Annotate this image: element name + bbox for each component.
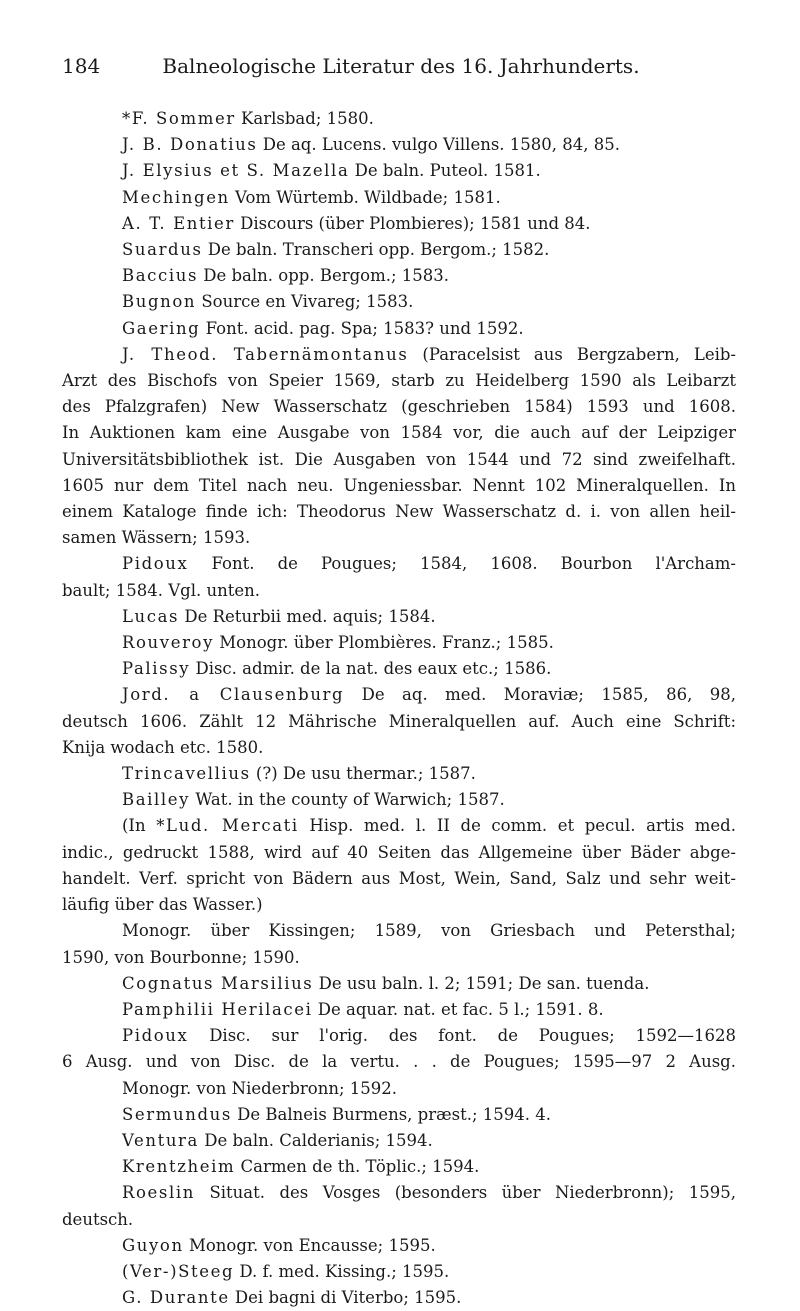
entry-text: Hisp. med. l. II de comm. et pecul. artis med.: [298, 816, 736, 836]
entry-text: De aq. Lucens. vulgo Villens. 1580, 84, 85.: [257, 135, 620, 155]
text-line: [62, 1207, 736, 1233]
author-name: *F. Sommer: [122, 109, 236, 128]
text-line: [62, 840, 736, 866]
text-line: [62, 1023, 736, 1049]
text-line: [62, 1285, 736, 1311]
text-line: [62, 1180, 736, 1206]
entry-text: indic., gedruckt 1588, wird auf 40 Seiten das Allgemeine über Bäder abge-: [62, 842, 736, 862]
entry-text: De baln. opp. Bergom.; 1583.: [198, 266, 450, 286]
text-line: [62, 866, 736, 892]
text-line: [62, 918, 736, 944]
entry-text: deutsch 1606. Zählt 12 Mährische Mineralquellen auf. Auch eine Schrift:: [62, 711, 736, 731]
bibliography-text: [62, 106, 736, 1311]
entry-text: (?) De usu thermar.; 1587.: [250, 764, 476, 784]
author-name: Sermundus: [122, 1104, 232, 1124]
text-line: [62, 997, 736, 1023]
text-line: [62, 132, 736, 158]
author-name: Pidoux: [122, 554, 189, 574]
entry-text: De aq. med. Moraviæ; 1585, 86, 98,: [344, 685, 736, 705]
author-name: Pamphilii Herilacei: [122, 999, 313, 1019]
text-line: [62, 525, 736, 551]
text-line: [62, 420, 736, 446]
text-line: [62, 945, 736, 971]
text-line: [62, 289, 736, 315]
author-name: Baccius: [122, 266, 199, 286]
entry-text: (In: [122, 816, 157, 836]
author-name: Bugnon: [122, 292, 197, 312]
author-name: Suardus: [122, 240, 203, 260]
page-number: 184: [62, 54, 101, 78]
entry-text: De baln. Calderianis; 1594.: [198, 1130, 433, 1150]
entry-text: Monogr. über Plombières. Franz.; 1585.: [214, 633, 554, 653]
entry-text: Universitätsbibliothek ist. Die Ausgaben von 1544 und 72 sind zweifelhaft.: [62, 449, 736, 469]
text-line: [62, 158, 736, 184]
entry-text: 1605 nur dem Titel nach neu. Ungeniessbar. Nennt 102 Mineralquellen. In: [62, 475, 736, 495]
entry-text: samen Wässern; 1593.: [62, 528, 251, 548]
author-name: Pidoux: [122, 1026, 189, 1046]
text-line: [62, 892, 736, 918]
text-line: [62, 499, 736, 525]
text-line: [62, 1128, 736, 1154]
entry-text: Disc. sur l'orig. des font. de Pougues; 1592—1628: [188, 1026, 736, 1046]
text-line: [62, 237, 736, 263]
text-line: [62, 1076, 736, 1102]
text-line: [62, 578, 736, 604]
text-line: [62, 971, 736, 997]
entry-text: deutsch.: [62, 1209, 134, 1229]
author-name: Cognatus Marsilius: [122, 973, 314, 993]
author-name: G. Durante: [122, 1288, 230, 1308]
entry-text: De baln. Puteol. 1581.: [349, 161, 541, 181]
author-name: J. Elysius et S. Mazella: [122, 161, 350, 181]
text-line: [62, 1154, 736, 1180]
entry-text: De aquar. nat. et fac. 5 l.; 1591. 8.: [312, 999, 604, 1019]
author-name: (Ver-)Steeg: [122, 1261, 235, 1281]
author-name: J. Theod. Tabernämontanus: [122, 344, 409, 364]
text-line: [62, 551, 736, 577]
entry-text: Font. acid. pag. Spa; 1583? und 1592.: [200, 318, 524, 338]
entry-text: De baln. Transcheri opp. Bergom.; 1582.: [202, 240, 550, 260]
entry-text: Source en Vivareg; 1583.: [196, 292, 414, 312]
entry-text: (Paracelsist aus Bergzabern, Leib-: [408, 344, 736, 364]
author-name: Jord. a Clausenburg: [122, 685, 345, 705]
author-name: Krentzheim: [122, 1157, 236, 1177]
text-line: [62, 263, 736, 289]
running-title: Balneologische Literatur des 16. Jahrhunderts.: [162, 54, 640, 78]
entry-text: In Auktionen kam eine Ausgabe von 1584 vor, die auch auf der Leipziger: [62, 423, 736, 443]
entry-text: Dei bagni di Viterbo; 1595.: [229, 1288, 462, 1308]
entry-text: Discours (über Plombieres); 1581 und 84.: [234, 213, 591, 233]
entry-text: Knija wodach etc. 1580.: [62, 737, 264, 757]
text-line: [62, 106, 736, 132]
entry-text: Monogr. von Niederbronn; 1592.: [122, 1078, 398, 1098]
entry-text: 6 Ausg. und von Disc. de la vertu. . . de Pougues; 1595—97 2 Ausg.: [62, 1052, 736, 1072]
entry-text: Wat. in the county of Warwich; 1587.: [190, 790, 505, 810]
author-name: Bailley: [122, 790, 191, 810]
text-line: [62, 1049, 736, 1075]
text-line: [62, 630, 736, 656]
author-name: Roeslin: [122, 1183, 195, 1203]
text-line: [62, 735, 736, 761]
entry-text: einem Kataloge finde ich: Theodorus New Wasserschatz d. i. von allen heil-: [62, 502, 736, 522]
author-name: J. B. Donatius: [122, 135, 258, 155]
author-name: Gaering: [122, 318, 201, 338]
text-line: [62, 211, 736, 237]
author-name: Mechingen: [122, 187, 230, 207]
entry-text: Carmen de th. Töplic.; 1594.: [235, 1157, 480, 1177]
entry-text: De usu baln. l. 2; 1591; De san. tuenda.: [313, 973, 650, 993]
text-line: [62, 761, 736, 787]
author-name: Trincavellius: [122, 764, 251, 784]
text-line: [62, 316, 736, 342]
entry-text: Monogr. über Kissingen; 1589, von Griesbach und Petersthal;: [122, 921, 736, 941]
entry-text: Vom Würtemb. Wildbade; 1581.: [229, 187, 501, 207]
text-line: [62, 813, 736, 839]
text-line: [62, 1233, 736, 1259]
author-name: *Lud. Mercati: [156, 816, 299, 836]
text-line: [62, 787, 736, 813]
text-line: [62, 656, 736, 682]
text-line: [62, 682, 736, 708]
author-name: Guyon: [122, 1235, 184, 1255]
entry-text: Karlsbad; 1580.: [235, 109, 374, 128]
entry-text: bault; 1584. Vgl. unten.: [62, 580, 260, 600]
author-name: Ventura: [122, 1130, 199, 1150]
entry-text: läufig über das Wasser.): [62, 895, 263, 915]
entry-text: handelt. Verf. spricht von Bädern aus Most, Wein, Sand, Salz und sehr weit-: [62, 868, 736, 888]
entry-text: D. f. med. Kissing.; 1595.: [234, 1261, 450, 1281]
entry-text: des Pfalzgrafen) New Wasserschatz (geschrieben 1584) 1593 und 1608.: [62, 397, 736, 417]
author-name: A. T. Entier: [122, 213, 235, 233]
entry-text: De Returbii med. aquis; 1584.: [179, 606, 436, 626]
entry-text: Arzt des Bischofs von Speier 1569, starb zu Heidelberg 1590 als Leibarzt: [62, 371, 736, 391]
page-header: [62, 54, 740, 84]
text-line: [62, 1102, 736, 1128]
author-name: Palissy: [122, 659, 191, 679]
entry-text: Disc. admir. de la nat. des eaux etc.; 1586.: [190, 659, 552, 679]
entry-text: De Balneis Burmens, præst.; 1594. 4.: [231, 1104, 551, 1124]
text-line: [62, 1259, 736, 1285]
text-line: [62, 342, 736, 368]
text-line: [62, 604, 736, 630]
text-line: [62, 447, 736, 473]
entry-text: Font. de Pougues; 1584, 1608. Bourbon l'Archam-: [188, 554, 736, 574]
text-line: [62, 394, 736, 420]
text-line: [62, 368, 736, 394]
entry-text: 1590, von Bourbonne; 1590.: [62, 947, 300, 967]
entry-text: Monogr. von Encausse; 1595.: [183, 1235, 436, 1255]
text-line: [62, 473, 736, 499]
text-line: [62, 709, 736, 735]
entry-text: Situat. des Vosges (besonders über Niederbronn); 1595,: [194, 1183, 736, 1203]
author-name: Lucas: [122, 606, 180, 626]
author-name: Rouveroy: [122, 633, 215, 653]
text-line: [62, 185, 736, 211]
